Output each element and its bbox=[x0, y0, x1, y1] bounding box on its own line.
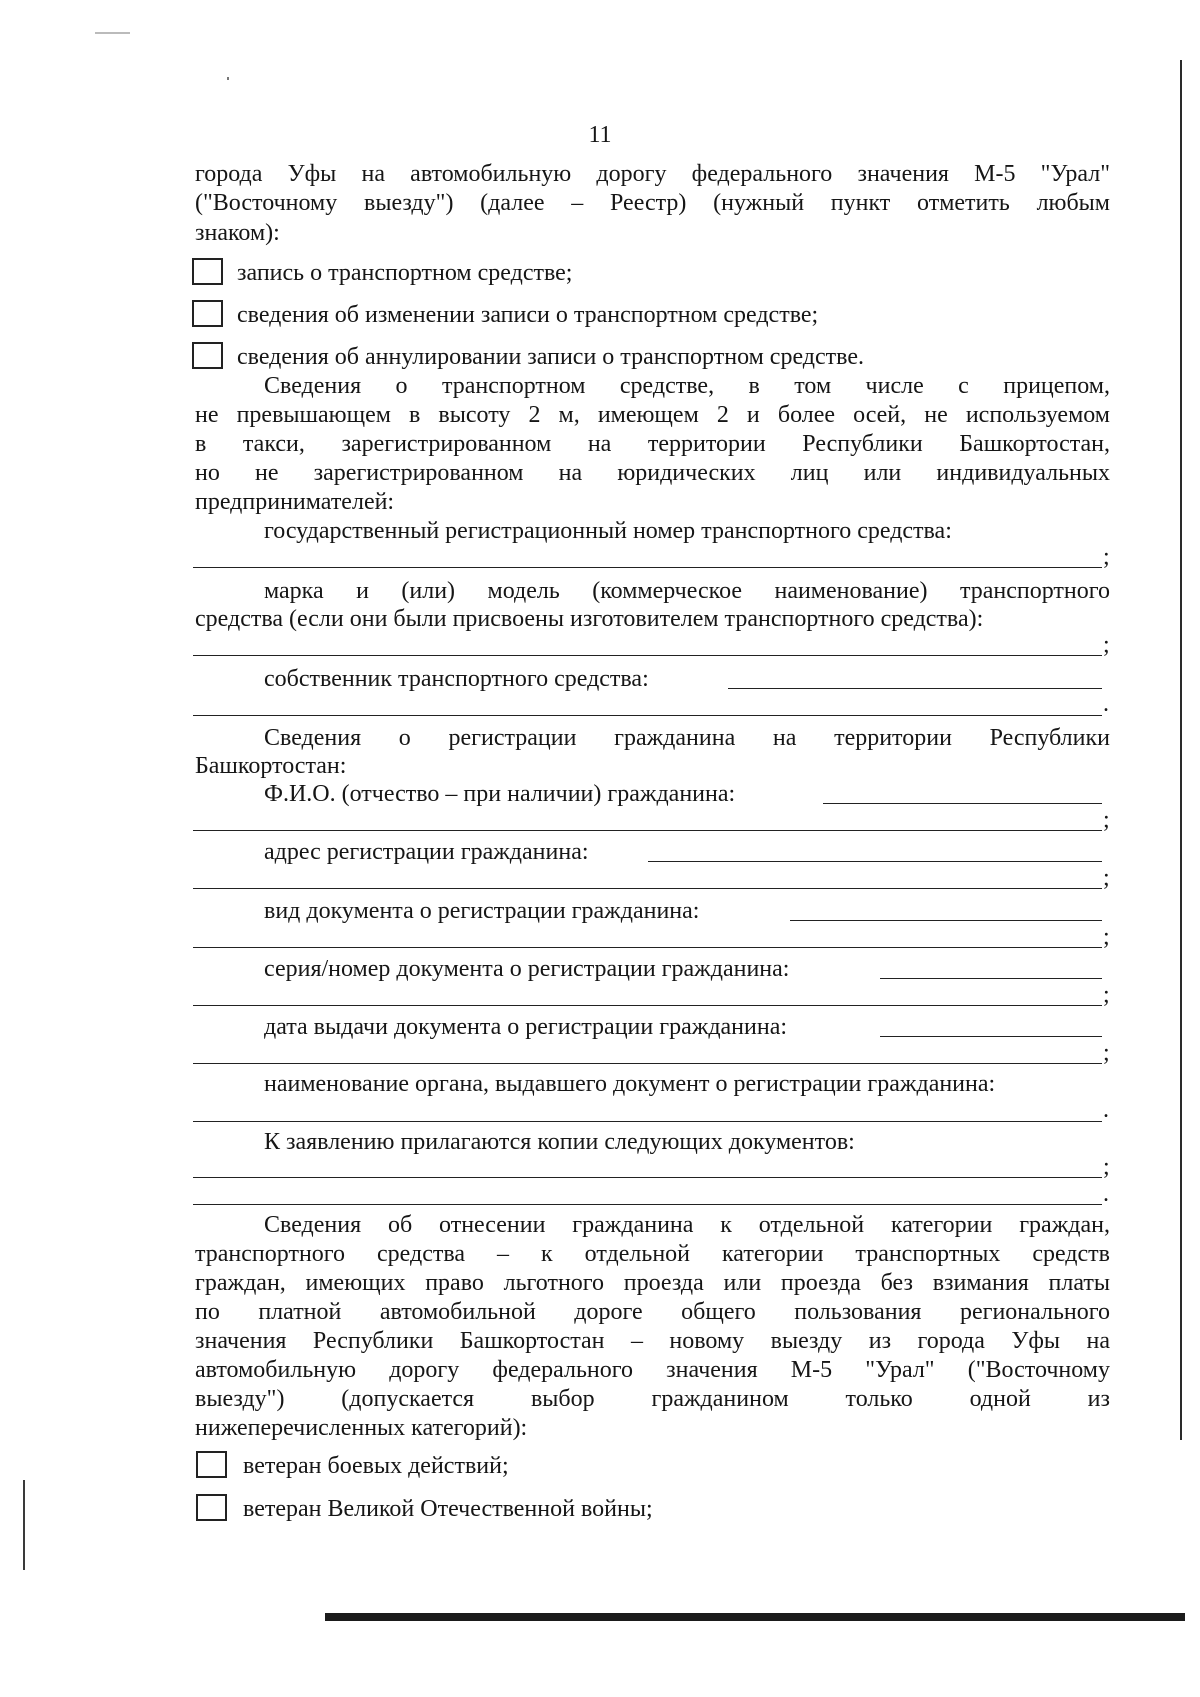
scan-bottom-bar bbox=[325, 1613, 1185, 1621]
checkbox-ww2-veteran[interactable] bbox=[196, 1494, 227, 1521]
scan-left-mark bbox=[23, 1480, 25, 1570]
attachments-period: . bbox=[1103, 1181, 1109, 1207]
issuer-field[interactable] bbox=[193, 1120, 1102, 1122]
category-line-5: значения Республики Башкортостан – новому выезду из города Уфы на bbox=[195, 1328, 1110, 1354]
intro-line-2: ("Восточному выезду") (далее – Реестр) (нужный пункт отметить любым bbox=[195, 190, 1110, 216]
owner-period: . bbox=[1103, 691, 1109, 717]
checkbox-record-entry-label: запись о транспортном средстве; bbox=[237, 260, 573, 286]
fio-semicolon: ; bbox=[1103, 807, 1110, 833]
doc-type-label: вид документа о регистрации гражданина: bbox=[264, 898, 700, 924]
issuer-label: наименование органа, выдавшего документ о регистрации гражданина: bbox=[264, 1071, 996, 1097]
attachments-field-1[interactable] bbox=[193, 1176, 1102, 1178]
attachments-semicolon: ; bbox=[1103, 1154, 1110, 1180]
category-line-2: транспортного средства – к отдельной категории транспортных средств bbox=[195, 1241, 1110, 1267]
attachments-field-2[interactable] bbox=[193, 1203, 1102, 1205]
category-line-4: по платной автомобильной дороге общего пользования регионального bbox=[195, 1299, 1110, 1325]
scan-speck bbox=[227, 77, 229, 80]
owner-field-inline[interactable] bbox=[728, 687, 1102, 689]
intro-line-3: знаком): bbox=[195, 220, 280, 246]
attachments-label: К заявлению прилагаются копии следующих документов: bbox=[264, 1129, 855, 1155]
checkbox-combat-veteran[interactable] bbox=[196, 1451, 227, 1478]
make-model-line-2: средства (если они были присвоены изготовителем транспортного средства): bbox=[195, 606, 984, 632]
make-model-line-1: марка и (или) модель (коммерческое наименование) транспортного bbox=[264, 578, 1110, 604]
fio-field[interactable] bbox=[193, 829, 1102, 831]
citizen-line-1: Сведения о регистрации гражданина на территории Республики bbox=[264, 725, 1110, 751]
intro-line-1: города Уфы на автомобильную дорогу федерального значения М-5 "Урал" bbox=[195, 161, 1110, 187]
checkbox-record-cancel-label: сведения об аннулировании записи о транспортном средстве. bbox=[237, 344, 864, 370]
address-semicolon: ; bbox=[1103, 865, 1110, 891]
reg-number-semicolon: ; bbox=[1103, 544, 1110, 570]
make-model-semicolon: ; bbox=[1103, 632, 1110, 658]
citizen-line-2: Башкортостан: bbox=[195, 753, 347, 779]
issuer-period: . bbox=[1103, 1097, 1109, 1123]
doc-type-field-inline[interactable] bbox=[790, 919, 1102, 921]
doc-number-semicolon: ; bbox=[1103, 982, 1110, 1008]
vehicle-line-5: предпринимателей: bbox=[195, 489, 395, 515]
checkbox-record-change-label: сведения об изменении записи о транспортном средстве; bbox=[237, 302, 819, 328]
doc-number-field-inline[interactable] bbox=[880, 977, 1102, 979]
doc-date-field[interactable] bbox=[193, 1062, 1102, 1064]
reg-number-label: государственный регистрационный номер транспортного средства: bbox=[264, 518, 952, 544]
fio-field-inline[interactable] bbox=[823, 802, 1102, 804]
category-line-8: нижеперечисленных категорий): bbox=[195, 1415, 528, 1441]
doc-date-semicolon: ; bbox=[1103, 1040, 1110, 1066]
category-line-6: автомобильную дорогу федерального значения М-5 "Урал" ("Восточному bbox=[195, 1357, 1110, 1383]
category-line-1: Сведения об отнесении гражданина к отдельной категории граждан, bbox=[264, 1212, 1110, 1238]
category-line-3: граждан, имеющих право льготного проезда или проезда без взимания платы bbox=[195, 1270, 1110, 1296]
owner-label: собственник транспортного средства: bbox=[264, 666, 649, 692]
doc-type-semicolon: ; bbox=[1103, 924, 1110, 950]
fio-label: Ф.И.О. (отчество – при наличии) гражданина: bbox=[264, 781, 736, 807]
address-field-inline[interactable] bbox=[648, 860, 1102, 862]
checkbox-record-cancel[interactable] bbox=[192, 342, 223, 369]
checkbox-combat-veteran-label: ветеран боевых действий; bbox=[243, 1453, 509, 1479]
scan-edge-line bbox=[1180, 60, 1182, 1440]
scan-speck bbox=[95, 32, 130, 34]
checkbox-record-change[interactable] bbox=[192, 300, 223, 327]
doc-number-label: серия/номер документа о регистрации гражданина: bbox=[264, 956, 790, 982]
address-field[interactable] bbox=[193, 887, 1102, 889]
vehicle-line-4: но не зарегистрированном на юридических лиц или индивидуальных bbox=[195, 460, 1110, 486]
doc-type-field[interactable] bbox=[193, 946, 1102, 948]
make-model-field[interactable] bbox=[193, 654, 1102, 656]
doc-date-label: дата выдачи документа о регистрации гражданина: bbox=[264, 1014, 788, 1040]
category-line-7: выезду") (допускается выбор гражданином только одной из bbox=[195, 1386, 1110, 1412]
checkbox-record-entry[interactable] bbox=[192, 258, 223, 285]
doc-date-field-inline[interactable] bbox=[880, 1035, 1102, 1037]
checkbox-ww2-veteran-label: ветеран Великой Отечественной войны; bbox=[243, 1496, 653, 1522]
address-label: адрес регистрации гражданина: bbox=[264, 839, 589, 865]
owner-field[interactable] bbox=[193, 714, 1102, 716]
vehicle-line-2: не превышающем в высоту 2 м, имеющем 2 и более осей, не используемом bbox=[195, 402, 1110, 428]
doc-number-field[interactable] bbox=[193, 1004, 1102, 1006]
vehicle-line-3: в такси, зарегистрированном на территории Республики Башкортостан, bbox=[195, 431, 1110, 457]
page-number: 11 bbox=[588, 122, 612, 148]
vehicle-line-1: Сведения о транспортном средстве, в том числе с прицепом, bbox=[264, 373, 1110, 399]
reg-number-field[interactable] bbox=[193, 566, 1102, 568]
